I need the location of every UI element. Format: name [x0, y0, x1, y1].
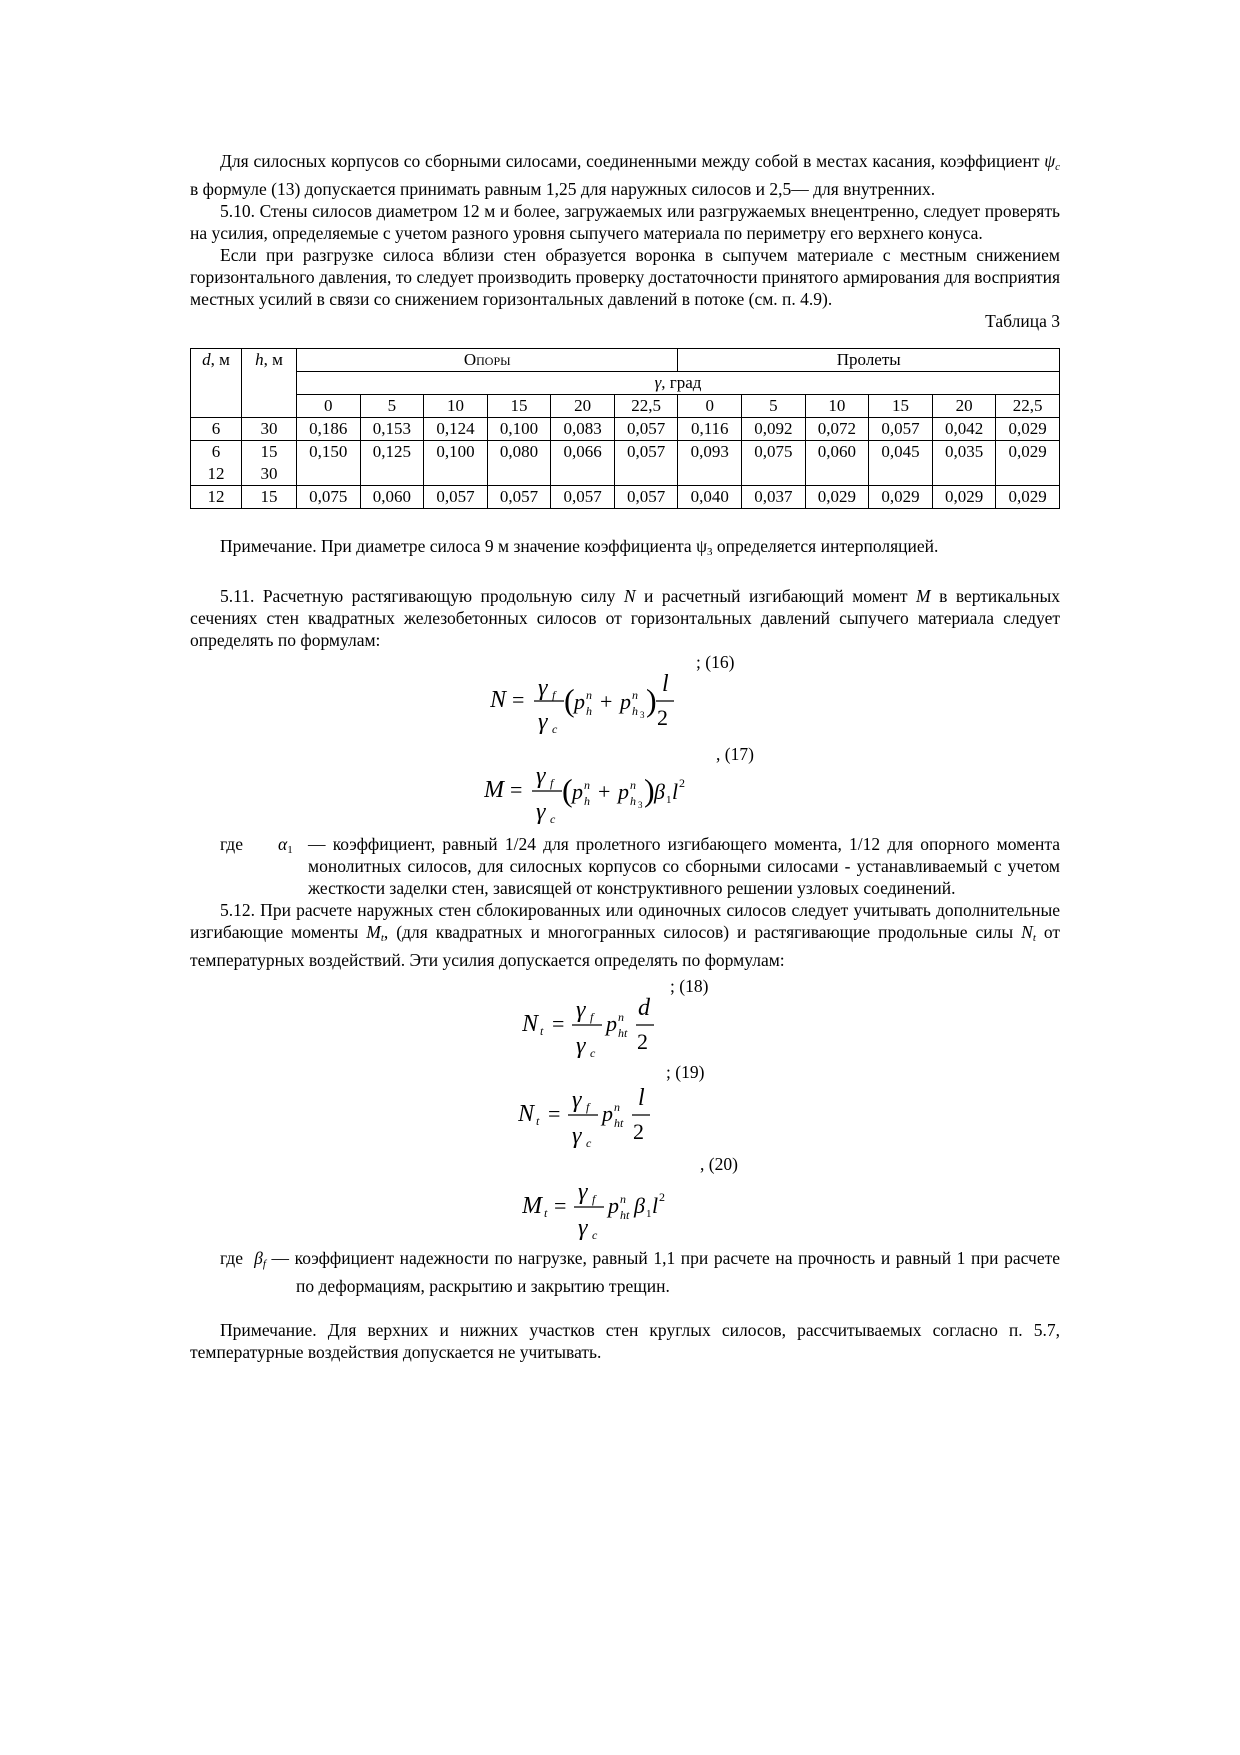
svg-text:t: t: [540, 1024, 544, 1038]
svg-text:2: 2: [659, 1190, 665, 1204]
table-cell: 0,153: [360, 418, 424, 441]
table-cell: 0,124: [424, 418, 488, 441]
formula-18: [190, 971, 1060, 1061]
svg-text:p: p: [606, 1011, 617, 1036]
table-cell: 10: [424, 395, 488, 418]
table-cell: 0,060: [360, 486, 424, 509]
svg-text:l: l: [662, 671, 669, 697]
table-cell: 0,035: [932, 441, 996, 486]
table-cell: 0,029: [996, 418, 1060, 441]
svg-text:β: β: [634, 1193, 645, 1218]
svg-text:γ: γ: [576, 997, 586, 1023]
header-spans: Пролеты: [678, 349, 1060, 372]
table-cell: 0,057: [424, 486, 488, 509]
table-cell: 0,057: [614, 418, 678, 441]
table-cell: 0,045: [869, 441, 933, 486]
svg-text:n: n: [620, 1192, 626, 1206]
table-cell: 20: [932, 395, 996, 418]
coefficients-table: [190, 348, 1060, 509]
svg-text:p: p: [620, 689, 631, 714]
where-beta: где $\beta_f$ — коэффициент надежности по нагрузке, равный 1,1 при расчете на прочность и равный 1 при расчете по деформациям, раскрытию и закрытию трещин.: [220, 1248, 1060, 1296]
svg-text:=: =: [552, 1011, 565, 1036]
svg-text:p: p: [574, 689, 585, 714]
svg-text:=: =: [548, 1101, 561, 1126]
formula-18-expression: [522, 985, 672, 1061]
table-cell: 0,029: [869, 486, 933, 509]
table-cell: 10: [805, 395, 869, 418]
table-cell: 12: [191, 486, 242, 509]
table-cell: 15: [487, 395, 551, 418]
table-cell: 6: [191, 418, 242, 441]
svg-text:+: +: [600, 689, 613, 714]
table-cell: 0,029: [932, 486, 996, 509]
table-cell: 6 12: [191, 441, 242, 486]
table-row: [191, 418, 1060, 441]
svg-text:γ: γ: [578, 1179, 588, 1205]
svg-text:γ: γ: [538, 709, 548, 735]
svg-text:+: +: [598, 779, 611, 804]
formula-18-label: ; (18): [670, 976, 709, 996]
svg-text:γ: γ: [578, 1215, 588, 1241]
table-cell: 0,057: [869, 418, 933, 441]
svg-text:f: f: [592, 1192, 596, 1206]
svg-text:N: N: [518, 1101, 535, 1127]
svg-text:f: f: [552, 688, 556, 702]
svg-text:c: c: [592, 1228, 598, 1242]
psi-symbol: ψ: [1044, 151, 1056, 171]
svg-text:): ): [646, 682, 657, 718]
svg-text:n: n: [614, 1100, 620, 1114]
svg-text:=: =: [510, 777, 523, 802]
svg-text:=: =: [554, 1193, 567, 1218]
svg-text:M: M: [484, 777, 504, 803]
svg-text:h: h: [584, 794, 590, 808]
formula-16-label: ; (16): [696, 652, 735, 672]
formula-17: [190, 739, 1060, 829]
psi3-symbol: ψ: [696, 536, 708, 556]
table-cell: 0,093: [678, 441, 742, 486]
svg-text:h: h: [630, 794, 636, 808]
paragraph-prefab-silos: Для силосных корпусов со сборными силосами, соединенными между собой в местах касания, коэффициент $\psi_c$ в формуле (13) допускается принимать равным 1,25 для наружных силосов и 2,5— для внутренних.: [190, 151, 1061, 199]
svg-text:p: p: [608, 1193, 619, 1218]
table-cell: 5: [742, 395, 806, 418]
header-h: h, м: [242, 349, 297, 418]
table-cell: 15 30: [242, 441, 297, 486]
header-supports: Опоры: [297, 349, 678, 372]
svg-text:ht: ht: [620, 1208, 630, 1222]
table-cell: 0,037: [742, 486, 806, 509]
svg-text:l: l: [652, 1193, 659, 1218]
table-caption: Таблица 3: [985, 311, 1060, 331]
svg-text:n: n: [632, 688, 638, 702]
header-d: d, м: [191, 349, 242, 418]
svg-text:h: h: [586, 704, 592, 718]
formula-19: [190, 1061, 1060, 1153]
paragraph-5-12: 5.12. При расчете наружных стен сблокированных или одиночных силосов следует учитывать дополнительные изгибающие моменты $M_t$, (для квадратных и многогранных силосов) и растягивающие продольные силы $N_t$ от температурных воздействий. Эти усилия допускается определять по формулам:: [190, 900, 1061, 970]
formula-17-label: , (17): [716, 744, 754, 764]
svg-text:f: f: [590, 1010, 594, 1024]
svg-text:2: 2: [657, 705, 668, 730]
table-note: Примечание. При диаметре силоса 9 м значение коэффициента $\psi_3$ определяется интерполяцией.: [220, 536, 939, 558]
where-alpha: где $\alpha_1$ — коэффициент, равный 1/24 для пролетного изгибающего момента, 1/12 для опорного момента монолитных силосов, для силосных корпусов со сборными силосами - устанавливаемый с учетом жесткости заделки стен, зависящей от конструктивного решении узловых соединений.: [220, 834, 1060, 898]
svg-text:N: N: [522, 1011, 539, 1037]
svg-text:(: (: [562, 772, 573, 808]
svg-text:1: 1: [646, 1208, 652, 1220]
svg-text:p: p: [572, 779, 583, 804]
table-cell: 0,029: [996, 441, 1060, 486]
svg-text:n: n: [586, 688, 592, 702]
table-cell: 15: [869, 395, 933, 418]
svg-text:c: c: [550, 812, 556, 826]
table-cell: 0,092: [742, 418, 806, 441]
table-cell: 0,116: [678, 418, 742, 441]
formula-16-expression: [490, 661, 690, 739]
svg-text:c: c: [590, 1046, 596, 1060]
table-cell: 0,066: [551, 441, 615, 486]
svg-text:γ: γ: [572, 1123, 582, 1149]
svg-text:γ: γ: [576, 1033, 586, 1059]
svg-text:n: n: [618, 1010, 624, 1024]
table-row: [191, 486, 1060, 509]
svg-text:f: f: [586, 1100, 590, 1114]
table-cell: 0,060: [805, 441, 869, 486]
svg-text:l: l: [672, 779, 679, 804]
svg-text:t: t: [536, 1114, 540, 1128]
table-cell: 0,057: [614, 486, 678, 509]
svg-text:ht: ht: [618, 1026, 628, 1040]
svg-text:h: h: [632, 704, 638, 718]
svg-text:γ: γ: [572, 1087, 582, 1113]
table-cell: 0,075: [742, 441, 806, 486]
svg-text:3: 3: [640, 710, 645, 720]
table-cell: 0,029: [805, 486, 869, 509]
formula-19-expression: [518, 1075, 668, 1151]
svg-text:1: 1: [666, 794, 672, 806]
svg-text:N: N: [490, 687, 507, 713]
svg-text:3: 3: [638, 800, 643, 810]
table-cell: 0,072: [805, 418, 869, 441]
table-cell: 0,057: [551, 486, 615, 509]
angles-row: [191, 395, 1060, 418]
table-cell: 0,040: [678, 486, 742, 509]
table-cell: 0,083: [551, 418, 615, 441]
svg-text:2: 2: [679, 776, 685, 790]
svg-text:n: n: [584, 778, 590, 792]
table-cell: 0,125: [360, 441, 424, 486]
svg-text:(: (: [564, 682, 575, 718]
svg-text:c: c: [552, 722, 558, 736]
table-cell: 20: [551, 395, 615, 418]
formula-20-label: , (20): [700, 1154, 738, 1174]
svg-text:p: p: [602, 1101, 613, 1126]
svg-text:): ): [644, 772, 655, 808]
table-cell: 30: [242, 418, 297, 441]
table-cell: 0,186: [297, 418, 361, 441]
svg-text:d: d: [638, 995, 650, 1021]
paragraph-funnel: Если при разгрузке силоса вблизи стен образуется воронка в сыпучем материале с местным снижением горизонтального давления, то следует производить проверку достаточности принятого армирования для восприятия местных усилий в связи со снижением горизонтальных давлений в потоке (см. п. 4.9).: [190, 245, 1060, 309]
document-page: [190, 150, 1060, 1363]
paragraph-5-11: 5.11. Расчетную растягивающую продольную силу N и расчетный изгибающий момент M в вертикальных сечениях стен квадратных железобетонных силосов от горизонтальных давлений сыпучего материала следует определять по формулам:: [190, 586, 1061, 650]
svg-text:ht: ht: [614, 1116, 624, 1130]
svg-text:f: f: [550, 776, 554, 790]
table-cell: 22,5: [996, 395, 1060, 418]
formula-20-expression: [522, 1167, 682, 1243]
table-row: [191, 441, 1060, 486]
table-cell: 0,080: [487, 441, 551, 486]
svg-text:c: c: [586, 1136, 592, 1150]
table-cell: 15: [242, 486, 297, 509]
svg-text:γ: γ: [536, 763, 546, 789]
svg-text:2: 2: [637, 1029, 648, 1054]
table-cell: 0,029: [996, 486, 1060, 509]
svg-text:γ: γ: [538, 675, 548, 701]
svg-text:l: l: [638, 1085, 645, 1111]
svg-text:t: t: [544, 1206, 548, 1220]
table-cell: 0: [297, 395, 361, 418]
svg-text:n: n: [630, 778, 636, 792]
table-cell: 0,057: [487, 486, 551, 509]
table-cell: 0,075: [297, 486, 361, 509]
table-cell: 0,100: [424, 441, 488, 486]
svg-text:β: β: [654, 779, 665, 804]
svg-text:=: =: [512, 687, 525, 712]
formula-19-label: ; (19): [666, 1062, 705, 1082]
final-note: Примечание. Для верхних и нижних участков стен круглых силосов, рассчитываемых согласно п. 5.7, температурные воздействия допускается не учитывать.: [190, 1320, 1060, 1362]
table-cell: 22,5: [614, 395, 678, 418]
header-gamma: γ, град: [297, 372, 1060, 395]
table-cell: 0: [678, 395, 742, 418]
table-cell: 0,150: [297, 441, 361, 486]
table-cell: 0,042: [932, 418, 996, 441]
svg-text:γ: γ: [536, 799, 546, 825]
paragraph-5-10: 5.10. Стены силосов диаметром 12 м и более, загружаемых или разгружаемых внецентренно, следует проверять на усилия, определяемые с учетом разного уровня сыпучего материала по периметру его верхнего конуса.: [190, 201, 1060, 243]
svg-text:M: M: [522, 1193, 542, 1219]
formula-16: [190, 651, 1060, 739]
table-cell: 5: [360, 395, 424, 418]
svg-text:2: 2: [633, 1119, 644, 1144]
table-cell: 0,057: [614, 441, 678, 486]
formula-17-expression: [484, 753, 704, 829]
formula-20: [190, 1153, 1060, 1247]
svg-text:p: p: [618, 779, 629, 804]
table-cell: 0,100: [487, 418, 551, 441]
